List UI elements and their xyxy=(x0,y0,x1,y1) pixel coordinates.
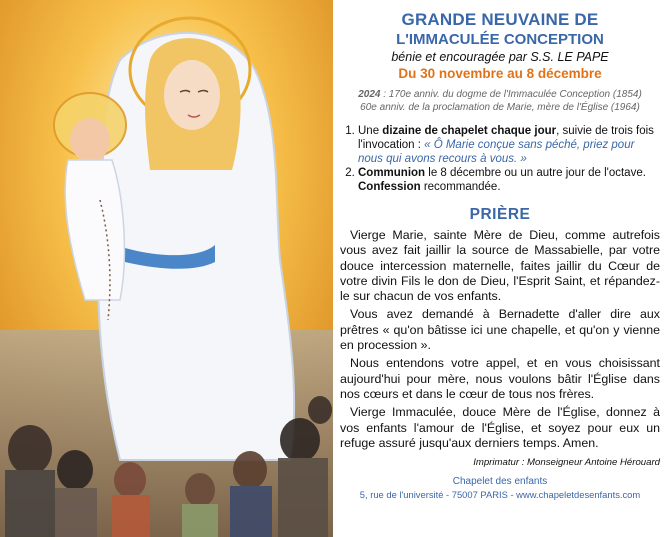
anniversary-year: 2024 xyxy=(358,89,381,100)
prayer-paragraph: Vous avez demandé à Bernadette d'aller dire aux prêtres « qu'on bâtisse ici une chapelle, et qu'on y vienne en procession ». xyxy=(340,307,660,353)
novena-steps xyxy=(340,124,660,194)
prayer-body xyxy=(340,228,660,451)
footer-address: 5, rue de l'université - 75007 PARIS - www.chapeletdesenfants.com xyxy=(359,489,641,501)
step-1-prefix: Une xyxy=(358,125,383,137)
imprimatur: Imprimatur : Monseigneur Antoine Hérouard xyxy=(473,457,660,469)
step-1-suffix: , suivie de trois fois l'invocation : xyxy=(358,125,654,151)
step-communion xyxy=(358,166,660,194)
anniversary-line-2: 60e anniv. de la proclamation de Marie, mère de l'Église (1964) xyxy=(360,102,640,113)
prayer-paragraph: Vierge Immaculée, douce Mère de l'Église, donnez à vos enfants l'amour de l'Église, et soyez pour eux un refuge assuré jusqu'aux derniers temps. Amen. xyxy=(340,405,660,450)
prayer-paragraph: Vierge Marie, sainte Mère de Dieu, comme autrefois vous avez fait jaillir la source de Massabielle, par votre douce intercession maternelle, faites jaillir du Cœur de votre divin Fils le don de Dieu, l'Esprit Saint, et répandez-le sur chacun de vos enfants. xyxy=(340,228,660,304)
dates-line: Du 30 novembre au 8 décembre xyxy=(398,66,602,81)
title-line-2: L'IMMACULÉE CONCEPTION xyxy=(396,31,604,48)
blessing-line: bénie et encouragée par S.S. LE PAPE xyxy=(391,50,609,64)
footer-org: Chapelet des enfants xyxy=(452,476,548,488)
text-column xyxy=(340,8,660,500)
step-1-bold: dizaine de chapelet chaque jour xyxy=(382,125,557,137)
step-2-bold: Communion xyxy=(358,167,426,179)
step-rosary xyxy=(358,124,660,166)
anniversary-note xyxy=(340,88,660,114)
title-line-1: GRANDE NEUVAINE DE xyxy=(401,10,599,29)
prayer-title: PRIÈRE xyxy=(469,206,531,223)
step-2-bold-2: Confession xyxy=(358,181,421,193)
anniversary-line-1: : 170e anniv. du dogme de l'Immaculée Conception (1854) xyxy=(380,89,642,100)
step-2-suffix: le 8 décembre ou un autre jour de l'octave. xyxy=(425,167,646,179)
step-2-suffix-2: recommandée. xyxy=(420,181,501,193)
prayer-paragraph: Nous entendons votre appel, et en vous choisissant aujourd'hui pour mère, nous voulons bâtir l'Église dans nos cœurs et dans le cœur de tous nos frères. xyxy=(340,356,660,401)
invocation-text: « Ô Marie conçue sans péché, priez pour nous qui avons recours à vous. » xyxy=(358,139,635,165)
